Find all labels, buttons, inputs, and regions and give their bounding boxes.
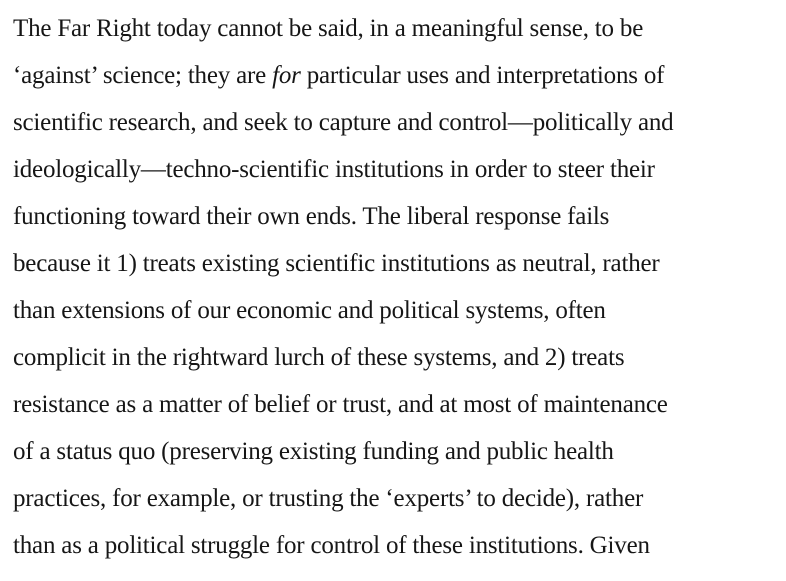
text-segment: than as a political struggle for control of these institutions. Given xyxy=(13,532,650,559)
text-segment: because it 1) treats existing scientific institutions as neutral, rather xyxy=(13,250,660,277)
text-segment: than extensions of our economic and political systems, often xyxy=(13,297,606,324)
text-line xyxy=(13,428,778,475)
text-line xyxy=(13,287,778,334)
text-segment: functioning toward their own ends. The liberal response fails xyxy=(13,203,610,230)
text-line xyxy=(13,193,778,240)
text-segment: practices, for example, or trusting the ‘experts’ to decide), rather xyxy=(13,485,644,512)
text-segment: of a status quo (preserving existing funding and public health xyxy=(13,438,614,465)
text-line xyxy=(13,240,778,287)
text-line xyxy=(13,52,778,99)
italic-text-segment: for xyxy=(272,62,301,89)
text-line xyxy=(13,146,778,193)
text-segment: complicit in the rightward lurch of these systems, and 2) treats xyxy=(13,344,625,371)
text-segment: ‘against’ science; they are xyxy=(13,62,273,89)
text-line xyxy=(13,99,778,146)
text-segment: resistance as a matter of belief or trust, and at most of maintenance xyxy=(13,391,668,418)
text-line xyxy=(13,334,778,381)
text-line xyxy=(13,522,778,569)
text-segment: particular uses and interpretations of xyxy=(300,62,665,89)
text-line xyxy=(13,381,778,428)
text-segment: ideologically—techno-scientific institutions in order to steer their xyxy=(13,156,655,183)
text-line xyxy=(13,5,778,52)
text-segment: scientific research, and seek to capture and control—politically and xyxy=(13,109,674,136)
text-line xyxy=(13,475,778,522)
text-segment: The Far Right today cannot be said, in a meaningful sense, to be xyxy=(13,15,644,42)
